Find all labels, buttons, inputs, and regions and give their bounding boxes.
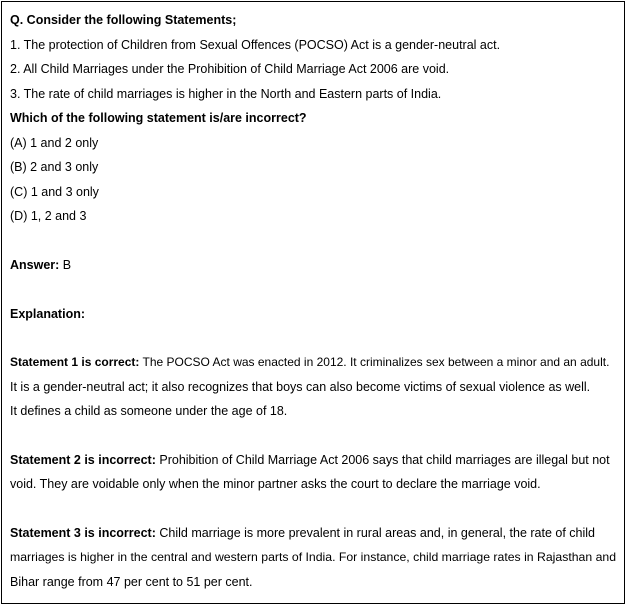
statement-3-label: Statement 3 is incorrect: <box>10 526 156 540</box>
statement-1-explanation-line-3: It defines a child as someone under the age of 18. <box>10 404 288 418</box>
statement-3-explanation-line-3: Bihar range from 47 per cent to 51 per cent. <box>10 575 253 589</box>
answer-value: B <box>59 258 72 272</box>
question-box <box>1 1 625 604</box>
statement-3-text: Child marriage is more prevalent in rural areas and, in general, the rate of child <box>155 526 596 540</box>
option-d: (D) 1, 2 and 3 <box>10 209 87 223</box>
option-b: (B) 2 and 3 only <box>10 160 99 174</box>
option-a: (A) 1 and 2 only <box>10 136 99 150</box>
statement-3-explanation-line-1 <box>10 525 595 541</box>
statement-2-label: Statement 2 is incorrect: <box>10 453 156 467</box>
statement-2-explanation-line-1 <box>10 452 610 468</box>
statement-2: 2. All Child Marriages under the Prohibition of Child Marriage Act 2006 are void. <box>10 62 450 76</box>
answer-label: Answer: <box>10 258 60 272</box>
option-c: (C) 1 and 3 only <box>10 185 99 199</box>
statement-1-explanation-line-2: It is a gender-neutral act; it also recognizes that boys can also become victims of sexual violence as well. <box>10 380 591 394</box>
statement-3: 3. The rate of child marriages is higher in the North and Eastern parts of India. <box>10 87 442 101</box>
statement-2-explanation-line-2: void. They are voidable only when the minor partner asks the court to declare the marriage void. <box>10 477 541 491</box>
question-prompt: Q. Consider the following Statements; <box>10 13 237 27</box>
statement-1: 1. The protection of Children from Sexual Offences (POCSO) Act is a gender-neutral act. <box>10 38 501 52</box>
statement-2-text: Prohibition of Child Marriage Act 2006 says that child marriages are illegal but not <box>155 453 610 467</box>
statement-3-explanation-line-2: marriages is higher in the central and western parts of India. For instance, child marriage rates in Rajasthan and <box>10 550 617 564</box>
statement-1-label: Statement 1 is correct: <box>10 355 140 369</box>
statement-1-text: The POCSO Act was enacted in 2012. It criminalizes sex between a minor and an adult. <box>139 355 610 369</box>
statement-1-explanation-line-1 <box>10 354 609 370</box>
question-ask: Which of the following statement is/are incorrect? <box>10 111 307 125</box>
answer <box>10 257 71 273</box>
explanation-heading: Explanation: <box>10 307 86 321</box>
